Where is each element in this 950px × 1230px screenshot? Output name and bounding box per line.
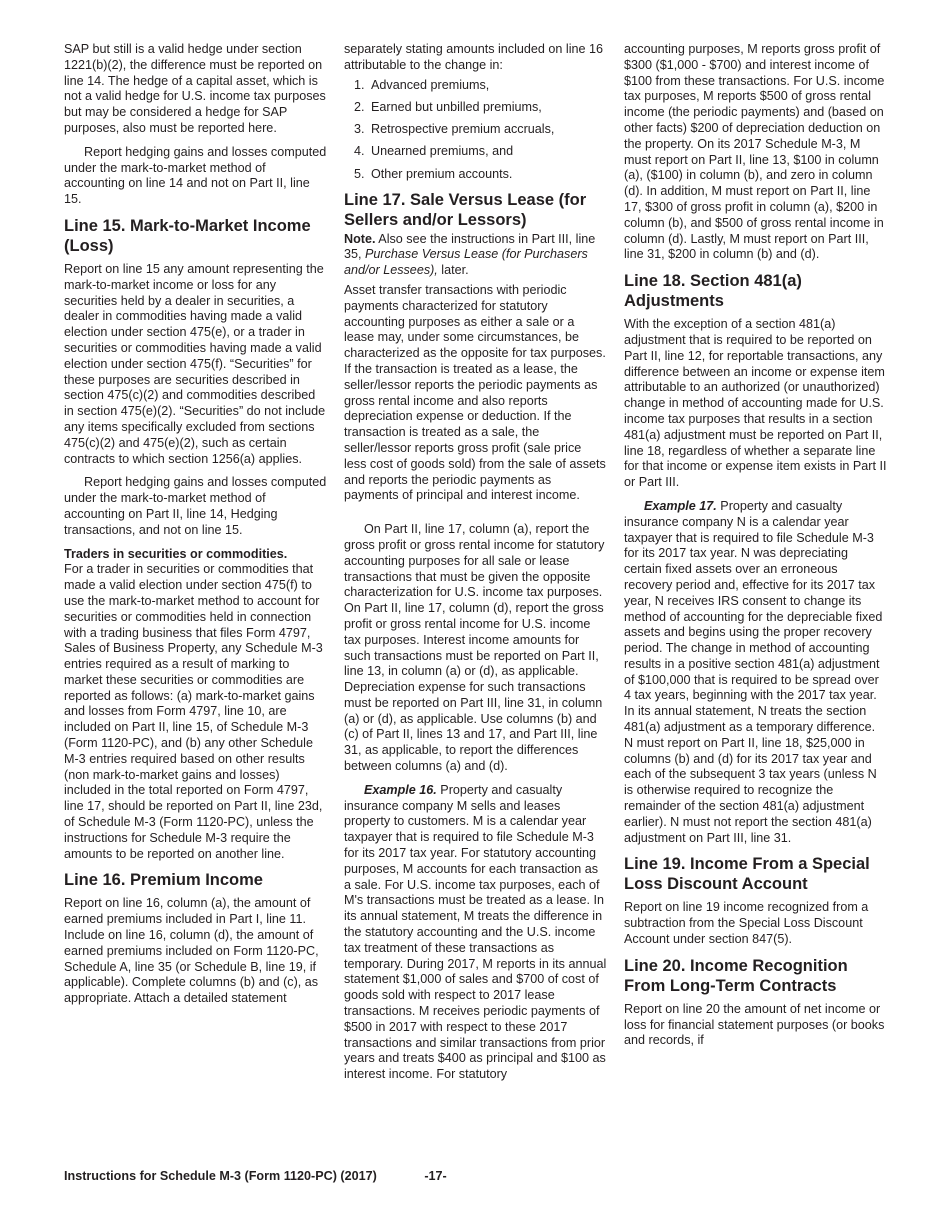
list-item: 5. Other premium accounts. xyxy=(368,167,607,183)
example-17 xyxy=(624,499,887,847)
paragraph: On Part II, line 17, column (a), report the gross profit or gross rental income for statutory accounting purposes for all sale or lease transactions that must be given the opposite characterization for U.S. income tax purposes. On Part II, line 17, column (d), report the gross profit or gross rental income for U.S. income tax purposes. Interest income amounts for such transactions must be reported on Part II, line 13, in column (a) or (d), as applicable. Depreciation expense for such transactions must be reported on Part III, line 31, in column (a) or (d), as applicable. Use columns (b) and (c) of Part II, lines 13 and 17, and Part III, line 31, as applicable, to report the differences between columns (a) and (d). xyxy=(344,522,605,774)
paragraph: Asset transfer transactions with periodic payments characterized for statutory accounting purposes as either a sale or a lease may, under some circumstances, be characterized as the opposite for tax purposes. If the transaction is treated as a lease, the seller/lessor reports the periodic payments as gross rental income and also reports depreciation expense or deduction. If the transaction is treated as a sale, the seller/lessor reports gross profit (sale price less cost of goods sold) from the sale of assets and reports the periodic payments as payments of principal and interest income. xyxy=(344,282,606,503)
list-item: 2. Earned but unbilled premiums, xyxy=(368,100,607,116)
paragraph: accounting purposes, M reports gross profit of $300 ($1,000 - $700) and interest income of $100 from these transactions. For U.S. income tax purposes, M reports $500 of gross rental income (the periodic payments) and (based on other facts) $200 of depreciation deduction on the property. On its 2017 Schedule M-3, M must report on Part II, line 13, $100 in column (a), ($100) in column (b), and zero in column (d). In addition, M must report on Part II, line 17, $300 of gross profit in column (a), $200 in column (b), and $500 of gross rental income in column (d). Lastly, M must report on Part III, line 31, $200 in column (b) and (d). xyxy=(624,42,885,262)
example-17-text: Property and casualty insurance company N is a calendar year taxpayer that is required to file Schedule M-3 for its 2017 tax year. N was depreciating certain fixed assets over an erroneous recovery period and, effective for its 2017 tax year, N receives IRS consent to change its method of accounting for the depreciable fixed assets and begins using the proper recovery period. The change in method of accounting results in a positive section 481(a) adjustment of $100,000 that is required to be spread over 4 tax years, beginning with the 2017 tax year. In its annual statement, N treats the section 481(a) adjustment as a temporary difference. N must report on Part II, line 18, $25,000 in columns (b) and (d) for its 2017 tax year and each of the subsequent 3 tax years (unless N is otherwise required to recognize the remainder of the section 481(a) adjustment earlier). N must not report the section 481(a) adjustment on Part III, line 31. xyxy=(624,498,883,845)
heading-line-19: Line 19. Income From a Special Loss Discount Account xyxy=(624,855,870,894)
list-item: 1. Advanced premiums, xyxy=(368,78,607,94)
column-left xyxy=(64,42,327,1015)
paragraph: Report hedging gains and losses computed under the mark-to-market method of accounting on Part II, line 14, Hedging transactions, and not on line 15. xyxy=(64,475,327,537)
paragraph: Report on line 15 any amount representing the mark-to-market income or loss for any securities held by a dealer in securities, a dealer in commodities having made a valid election under section 475(e), or a trader in securities or commodities having made a valid election under section 475(f). “Securities” for these purposes are securities described in section 475(c)(2) and commodities described in section 475(e)(2). “Securities” do not include any items specifically excluded from sections 475(c)(2) and 475(e)(2), such as certain contracts to which section 1256(a) applies. xyxy=(64,261,326,466)
paragraph: Report on line 19 income recognized from a subtraction from the Special Loss Discount Account under section 847(5). xyxy=(624,900,869,947)
heading-line-15: Line 15. Mark-to-Market Income (Loss) xyxy=(64,216,311,255)
paragraph: Report hedging gains and losses computed under the mark-to-market method of accounting on line 14 and not on Part II, line 15. xyxy=(64,144,327,207)
note-italic: Purchase Versus Lease (for Purchasers and/or Lessees), xyxy=(344,247,588,278)
heading-line-18: Line 18. Section 481(a) Adjustments xyxy=(624,272,802,311)
note-paragraph xyxy=(344,232,607,279)
example-16-text: Property and casualty insurance company M sells and leases property to customers. M is a calendar year taxpayer that is required to file Schedule M-3 for its 2017 tax year. For statutory accounting purposes, M accounts for each transaction as a sale. For U.S. income tax purposes, each of M's transactions must be treated as a lease. In its annual statement, M treats the difference in the statutory accounting and the U.S. income tax treatment of these transactions as temporary. During 2017, M reports in its annual statement $1,000 of sales and $700 of cost of goods sold with respect to 2017 lease transactions. M receives periodic payments of $500 in 2017 with respect to these 2017 transactions and similar transactions from prior years and treats $400 as principal and $100 as interest income. For statutory xyxy=(344,782,607,1082)
list-item: 4. Unearned premiums, and xyxy=(368,144,607,160)
page-number: -17- xyxy=(424,1169,447,1183)
paragraph: separately stating amounts included on line 16 attributable to the change in: xyxy=(344,42,604,72)
note-text: later. xyxy=(437,263,469,278)
footer-title: Instructions for Schedule M-3 (Form 1120-PC) (2017) xyxy=(64,1169,377,1183)
note-text: Also see the instructions in Part III, line 35, xyxy=(344,231,596,262)
example-16-lead: Example 16. xyxy=(364,782,437,797)
paragraph: Report on line 20 the amount of net income or loss for financial statement purposes (or books and records, if xyxy=(624,1001,885,1048)
paragraph: With the exception of a section 481(a) adjustment that is required to be reported on Part II, line 12, for reportable transactions, any difference between an income or expense item attributable to an authorized (or unauthorized) change in method of accounting made for U.S. income tax purposes that results in a section 481(a) adjustment must be reported on Part II, line 18, regardless of whether a separate line for that income or expense item exists in Part II or Part III. xyxy=(624,317,887,490)
page-footer xyxy=(64,1169,447,1183)
paragraph: Report on line 16, column (a), the amount of earned premiums included in Part I, line 11. Include on line 16, column (d), the amount of earned premiums included on Form 1120-PC, Schedule A, line 35 (or Schedule B, line 19, if applicable). Complete columns (b) and (c), as appropriate. Attach a detailed statement xyxy=(64,896,319,1006)
note-lead: Note. xyxy=(344,231,376,246)
premium-list xyxy=(344,78,607,183)
traders-lead: Traders in securities or commodities. xyxy=(64,546,288,561)
list-item: 3. Retrospective premium accruals, xyxy=(368,122,607,138)
paragraph: SAP but still is a valid hedge under section 1221(b)(2), the difference must be reported on line 14. The hedge of a capital asset, which is not a valid hedge for U.S. income tax purposes but may be considered a hedge for SAP purposes, also must be reported here. xyxy=(64,42,326,135)
column-right xyxy=(624,42,887,1057)
heading-line-20: Line 20. Income Recognition From Long-Term Contracts xyxy=(624,956,848,995)
heading-line-17: Line 17. Sale Versus Lease (for Sellers and/or Lessors) xyxy=(344,190,587,229)
example-17-lead: Example 17. xyxy=(644,498,717,513)
paragraph-traders xyxy=(64,547,327,563)
heading-line-16: Line 16. Premium Income xyxy=(64,871,263,890)
example-16 xyxy=(344,783,607,1083)
paragraph: For a trader in securities or commodities that made a valid election under section 475(f) to use the mark-to-market method to account for securities or commodities held in connection with a trading business that files Form 4797, Sales of Business Property, any Schedule M-3 entries required as a result of marking to market these securities or commodities are reported as follows: (a) mark-to-market gains and losses from Form 4797, line 10, are included on Part II, line 15, of Schedule M-3 (Form 1120-PC), and (b) any other Schedule M-3 entries required based on other results (non mark-to-market gains and losses) included in the total reported on Form 4797, line 17, should be reported on Part II, line 23d, of Schedule M-3 (Form 1120-PC), unless the instructions for Schedule M-3 require the amounts to be reported on another line. xyxy=(64,562,323,861)
column-middle xyxy=(344,42,607,1091)
